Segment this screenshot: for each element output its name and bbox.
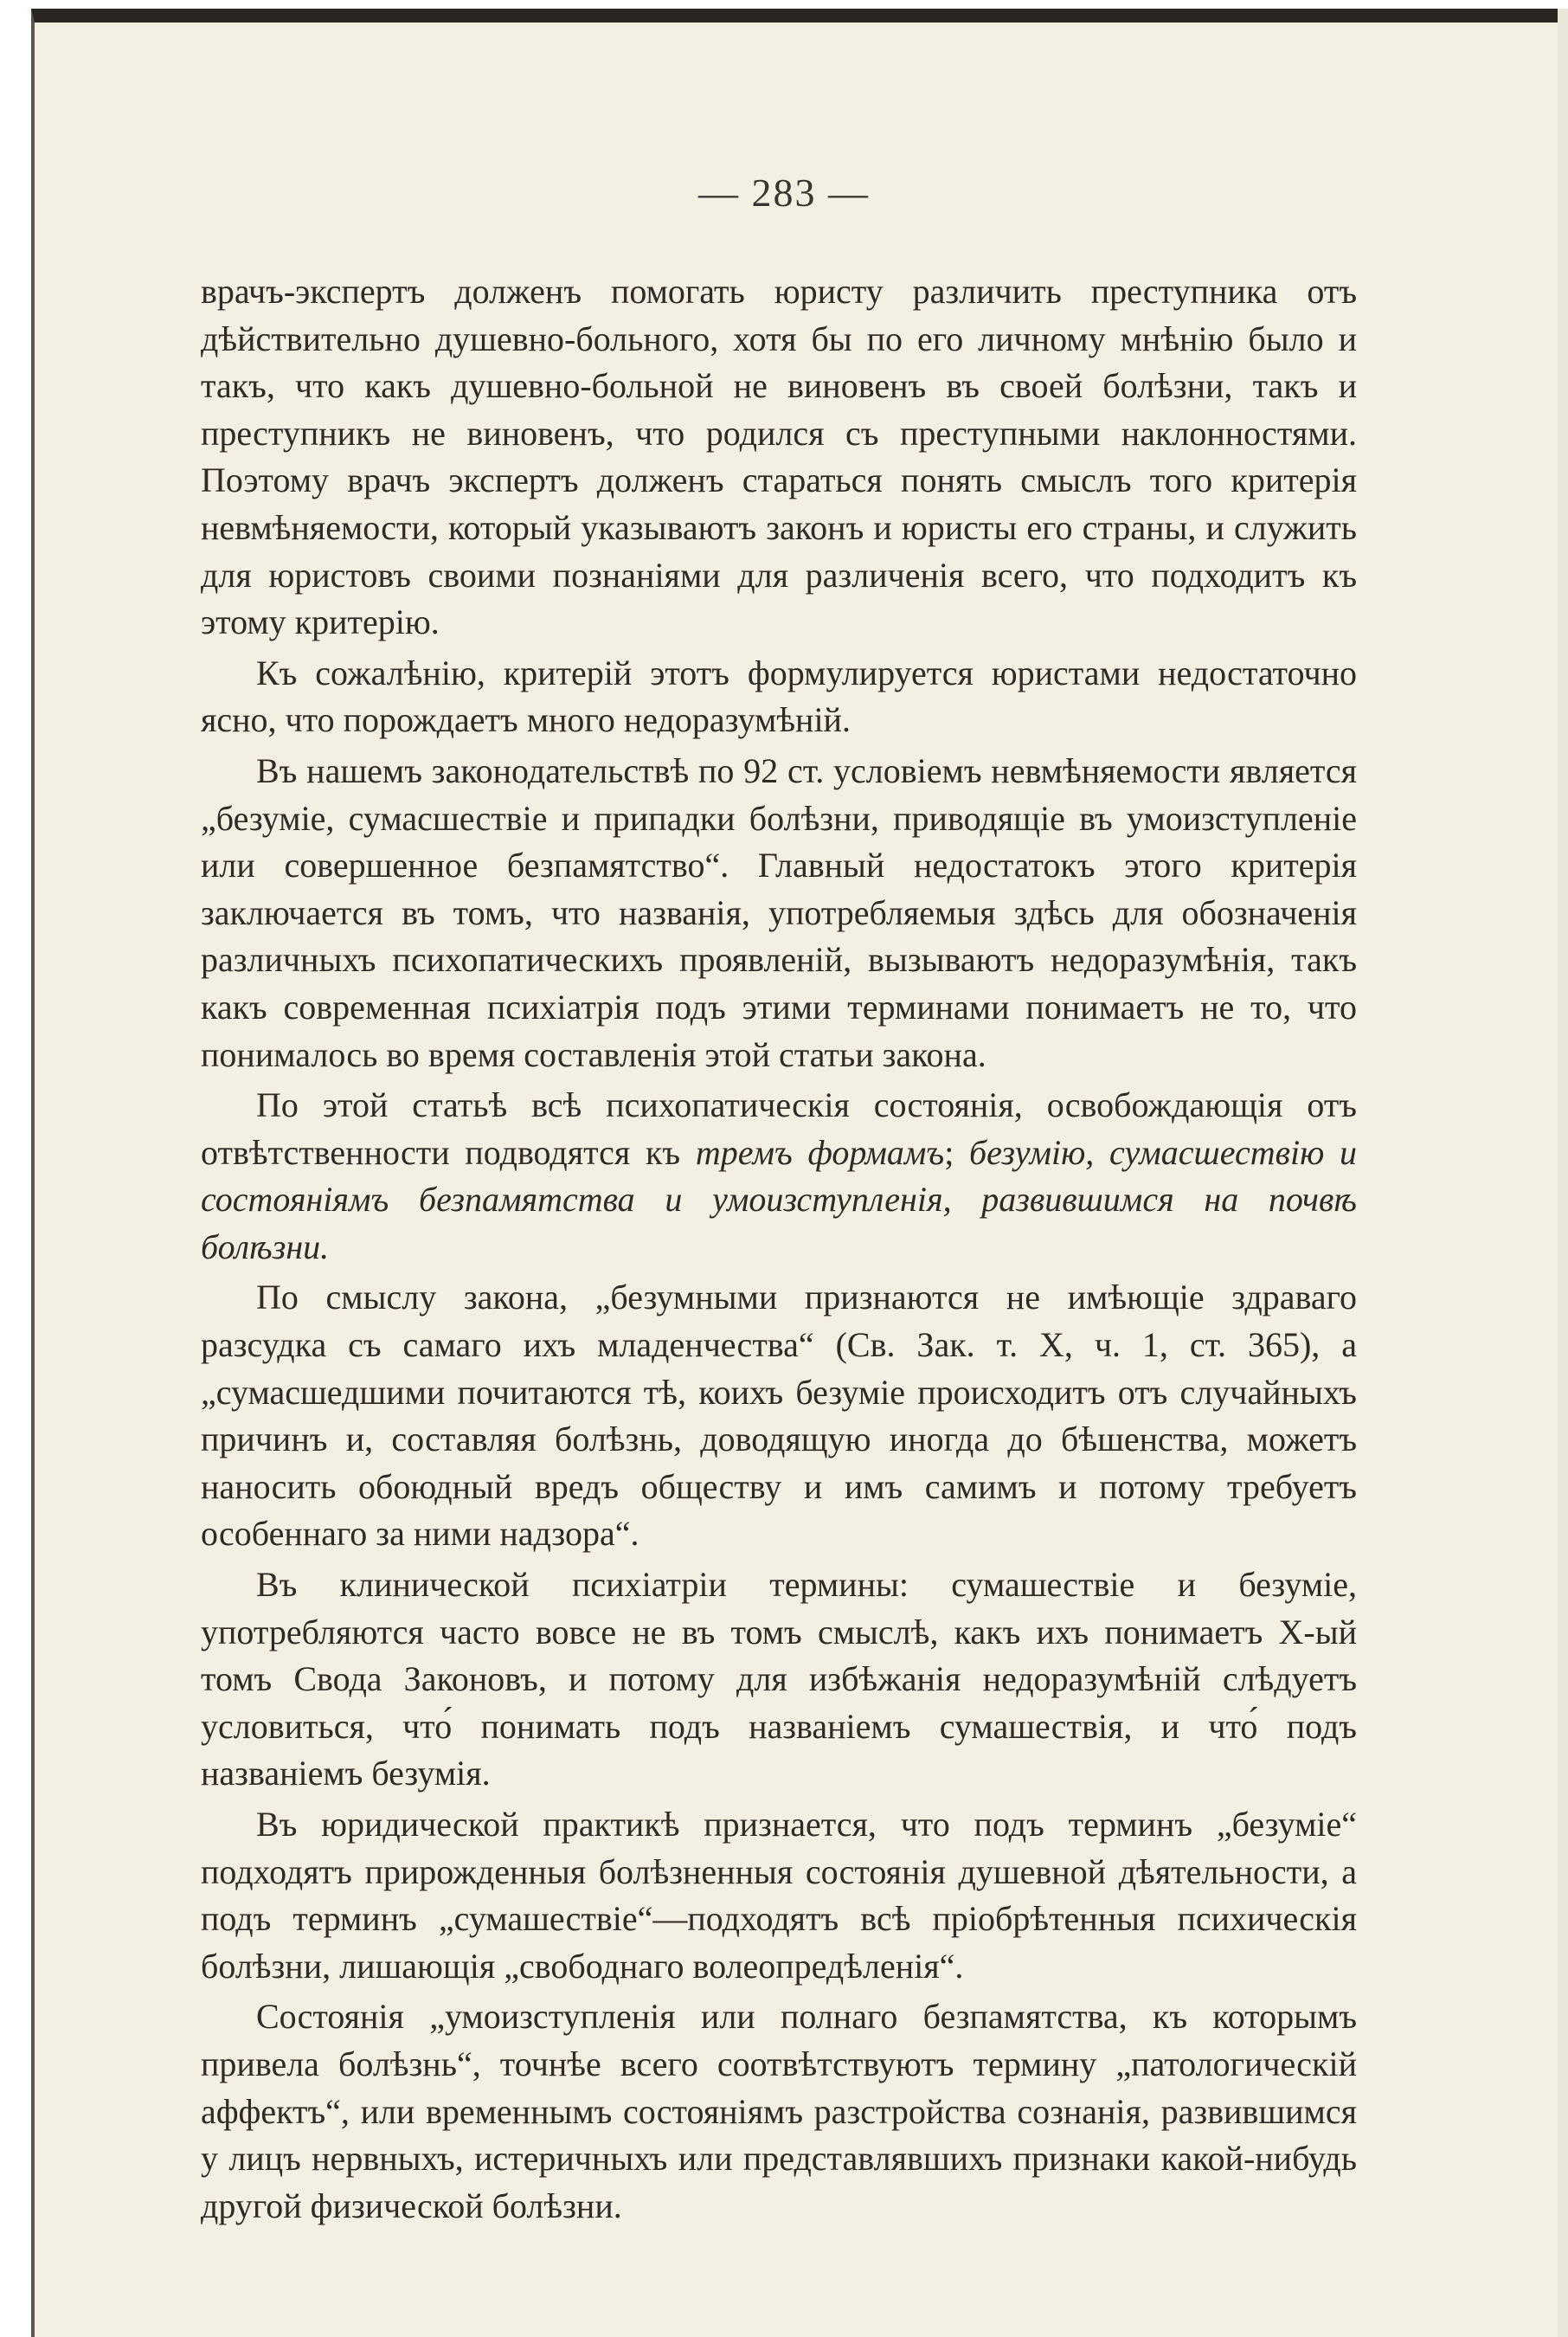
page-edge	[1558, 9, 1568, 2337]
paragraph-3: Въ нашемъ законодательствѣ по 92 ст. условіемъ невмѣняемости является „безуміе, сумасшествіе и припадки болѣзни, приводящіе въ умоизступленіе или совершенное безпамятство“. Главный недостатокъ этого критерія заключается въ томъ, что названія, употребляемыя здѣсь для обозначенія различныхъ психопатическихъ проявленій, вызываютъ недоразумѣнія, такъ какъ современная психіатрія подъ этими терминами понимаетъ не то, что понималось во время составленія этой статьи закона.	[201, 750, 1357, 1074]
paragraph-4-separator: ;	[944, 1132, 970, 1172]
page-number: — 283 —	[698, 171, 870, 215]
paragraph-4	[201, 1082, 1357, 1271]
paragraph-1: врачъ-экспертъ долженъ помогать юристу различить преступника отъ дѣйствительно душевно-больного, хотя бы по его личному мнѣнію было и такъ, что какъ душевно-больной не виновенъ въ своей болѣзни, такъ и преступникъ не виновенъ, что родился съ преступными наклонностями. Поэтому врачъ экспертъ долженъ стараться понять смыслъ того критерія невмѣняемости, который указываютъ законъ и юристы его страны, и служить для юристовъ своими познаніями для различенія всего, что подходитъ къ этому критерію.	[201, 272, 1357, 642]
paragraph-8: Состоянія „умоизступленія или полнаго безпамятства, къ которымъ привела болѣзнь“, точнѣе всего соотвѣтствуютъ термину „патологическій аффектъ“, или временнымъ состояніямъ разстройства сознанія, развившимся у лицъ нервныхъ, истеричныхъ или представлявшихъ признаки какой-нибудь другой физической болѣзни.	[201, 1997, 1357, 2225]
paragraph-7: Въ юридической практикѣ признается, что подъ терминъ „безуміе“ подходятъ прирожденныя болѣзненныя состоянія душевной дѣятельности, а подъ терминъ „сумашествіе“—подходятъ всѣ пріобрѣтенныя психическія болѣзни, лишающія „свободнаго волеопредѣленія“.	[201, 1805, 1357, 1986]
body-text	[201, 268, 1357, 2230]
paragraph-6: Въ клинической психіатріи термины: сумашествіе и безуміе, употребляются часто вовсе не въ томъ смыслѣ, какъ ихъ понимаетъ X-ый томъ Свода Законовъ, и потому для избѣжанія недоразумѣній слѣдуетъ условиться, что́ понимать подъ названіемъ сумашествія, и что́ подъ названіемъ безумія.	[201, 1565, 1357, 1793]
emphasis-three-forms: тремъ формамъ	[695, 1132, 945, 1172]
emphasis-forms-list: безумію, сумасшествію и состояніямъ безпамятства и умоизступленія, развившимся на почвѣ болѣзни.	[201, 1132, 1358, 1266]
paragraph-5: По смыслу закона, „безумными признаются не имѣющіе здраваго разсудка съ самаго ихъ младенчества“ (Св. Зак. т. X, ч. 1, ст. 365), а „сумасшедшими почитаются тѣ, коихъ безуміе происходитъ отъ случайныхъ причинъ и, составляя болѣзнь, доводящую иногда до бѣшенства, можетъ наносить обоюдный вредъ обществу и имъ самимъ и потому требуетъ особеннаго за ними надзора“.	[201, 1278, 1357, 1554]
paragraph-2: Къ сожалѣнію, критерій этотъ формулируется юристами недостаточно ясно, что порождаетъ много недоразумѣній.	[201, 653, 1357, 740]
paragraph-4-text: По этой статьѣ всѣ психопатическія состоянія, освобождающія отъ отвѣтственности подводятся къ	[201, 1085, 1357, 1172]
